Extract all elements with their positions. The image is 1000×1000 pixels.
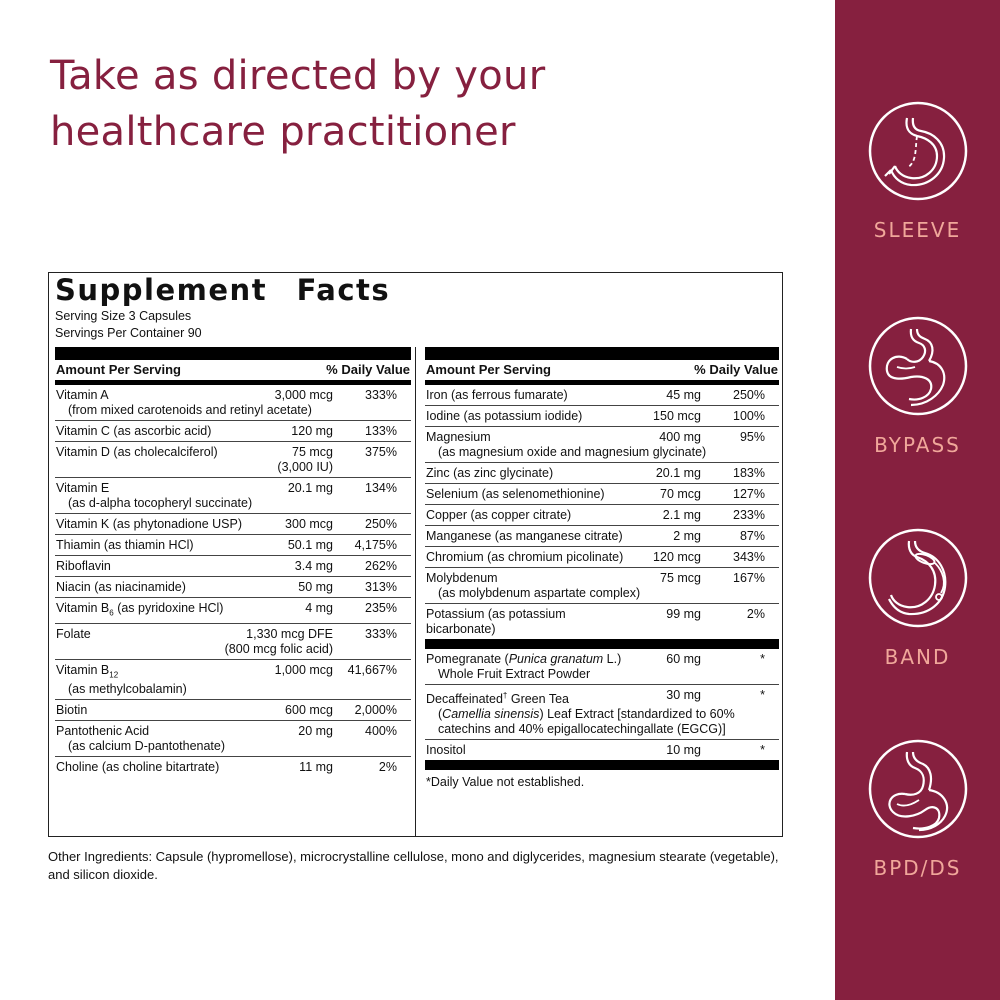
nutrient-source: (as d-alpha tocopheryl succinate) [68,496,253,510]
extract-row [425,685,779,740]
nutrient-amount: 50 mg [298,580,333,594]
sidebar-item-band [835,527,1000,669]
nutrient-name: Iodine (as potassium iodide) [426,409,583,423]
nutrient-row [55,598,411,624]
other-ingredients: Other Ingredients: Capsule (hypromellose), microcrystalline cellulose, mono and diglycerides, magnesium stearate (vegetable), and silicon dioxide. [48,849,779,882]
nutrient-amount: 20 mg [298,724,333,738]
thick-rule [425,639,779,649]
nutrient-name: Potassium (as potassium bicarbonate) [426,607,566,636]
nutrient-dv: 235% [365,601,397,615]
nutrient-dv: 41,667% [347,662,397,677]
nutrient-amount: 600 mcg [285,703,333,717]
sidebar-item-bypass [835,315,1000,457]
mineral-row [425,568,779,604]
mineral-row [425,604,779,639]
nutrient-name: Inositol [426,743,466,758]
mineral-row [425,505,779,526]
mineral-row [425,463,779,484]
nutrient-dv: 4,175% [354,538,397,552]
nutrient-amount: 1,330 mcg DFE [246,626,333,641]
nutrient-source: (as molybdenum aspartate complex) [438,586,641,600]
dv-footnote: *Daily Value not established. [426,775,585,790]
nutrient-row [55,577,411,598]
nutrient-amount: 99 mg [666,607,701,621]
mineral-row [425,547,779,568]
nutrient-amount: 400 mg [659,430,701,444]
nutrient-dv: 2% [378,760,397,774]
column-divider [415,347,416,837]
nutrient-name: Vitamin $B_6$ (as pyridoxine HCl) [56,601,224,618]
nutrient-amount: 3,000 mcg [274,388,333,402]
nutrient-source: (from mixed carotenoids and retinyl acetate) [68,403,312,417]
nutrient-dv: 343% [733,550,765,564]
nutrient-amount: 60 mg [666,652,701,666]
dv-header: % Daily Value [694,362,778,377]
nutrient-dv: 2% [746,607,765,621]
nutrient-dv: * [760,688,765,702]
nutrient-name: Iron (as ferrous fumarate) [426,388,568,402]
nutrient-name: Chromium (as chromium picolinate) [426,550,624,564]
nutrient-name: Decaffeinated† Green Tea [426,691,569,707]
nutrient-dv: 250% [733,388,765,402]
nutrient-dv: 2,000% [354,703,397,717]
nutrient-amount: 2 mg [673,529,701,543]
nutrient-row [55,757,411,777]
serving-size: Serving Size 3 Capsules [55,309,192,323]
right-header [425,360,779,385]
nutrient-dv: 133% [365,424,397,438]
amount-header: Amount Per Serving [56,362,181,377]
nutrient-row [55,478,411,514]
mineral-row [425,406,779,427]
sidebar-label-band: BAND [884,645,951,669]
nutrient-amount: 45 mg [666,388,701,402]
nutrient-amount: 120 mg [291,424,333,438]
nutrient-name: Riboflavin [56,559,111,573]
facts-title: Supplement Facts [55,273,391,307]
nutrient-amount: 2.1 mg [662,508,701,522]
thick-rule [425,347,779,360]
nutrient-name: Molybdenum [426,571,498,585]
nutrient-row [55,721,411,757]
nutrient-source: (Camellia sinensis) Leaf Extract [standardized to 60% catechins and 40% epigallocatechingallate (EGCG)] [438,707,735,737]
nutrient-amount: 50.1 mg [287,538,333,552]
nutrient-name: Manganese (as manganese citrate) [426,529,623,543]
nutrient-dv: 262% [365,559,397,573]
nutrient-dv: 250% [365,517,397,531]
servings-per-container: Servings Per Container 90 [55,326,202,340]
nutrient-source: (as methylcobalamin) [68,682,187,696]
nutrient-name: Thiamin (as thiamin HCl) [56,538,194,552]
nutrient-name: Folate [56,626,91,641]
nutrient-amount: 20.1 mg [655,466,701,480]
supplement-facts-panel [48,272,783,837]
nutrient-source: (800 mcg folic acid) [224,641,333,656]
nutrient-amount: 3.4 mg [294,559,333,573]
nutrient-row [55,535,411,556]
nutrient-row [55,624,411,660]
nutrient-amount: 70 mcg [660,487,701,501]
nutrient-source: Whole Fruit Extract Powder [438,667,591,681]
nutrient-name: Vitamin E [56,481,110,495]
nutrient-amount: 10 mg [666,743,701,758]
nutrient-source: (as magnesium oxide and magnesium glycinate) [438,445,707,459]
dv-header: % Daily Value [326,362,410,377]
nutrient-dv: 134% [365,481,397,495]
nutrient-dv: 183% [733,466,765,480]
nutrient-name: Pantothenic Acid [56,724,150,738]
page-headline: Take as directed by your healthcare practitioner [50,53,546,155]
nutrient-dv: 400% [365,724,397,738]
nutrient-amount: 75 mcg [292,445,333,459]
stomach-bpd-ds-icon [867,738,969,840]
nutrient-row [55,421,411,442]
extract-row [425,740,779,760]
left-header [55,360,411,385]
mineral-row [425,484,779,505]
nutrient-row [55,700,411,721]
thick-rule [425,760,779,770]
nutrient-name: Magnesium [426,430,491,444]
nutrient-dv: * [760,743,765,758]
sidebar-label-bypass: BYPASS [874,433,961,457]
nutrient-dv: 167% [733,571,765,585]
amount-header: Amount Per Serving [426,362,551,377]
nutrient-dv: 127% [733,487,765,501]
nutrient-amount: 120 mcg [653,550,701,564]
nutrient-amount: 4 mg [305,601,333,615]
nutrient-name: Biotin [56,703,88,717]
nutrient-dv: * [760,652,765,666]
nutrient-amount: 11 mg [299,760,333,774]
nutrient-name: Vitamin A [56,388,109,402]
nutrient-name: Niacin (as niacinamide) [56,580,186,594]
sidebar-label-sleeve: SLEEVE [873,218,962,242]
nutrient-name: Vitamin D (as cholecalciferol) [56,445,218,459]
thick-rule [55,347,411,360]
nutrient-dv: 95% [739,430,765,444]
mineral-row [425,427,779,463]
nutrient-row [55,660,411,701]
nutrient-row [55,514,411,535]
stomach-sleeve-icon [867,100,969,202]
mineral-row [425,526,779,547]
nutrient-name: Zinc (as zinc glycinate) [426,466,554,480]
nutrient-amount: 75 mcg [660,571,701,585]
sidebar-item-bpd-ds [835,738,1000,880]
nutrient-name: Vitamin C (as ascorbic acid) [56,424,212,438]
nutrient-dv: 100% [733,409,765,423]
stomach-band-icon [867,527,969,629]
nutrient-name: Choline (as choline bitartrate) [56,760,220,774]
nutrient-source: (as calcium D-pantothenate) [68,739,226,753]
nutrient-dv: 375% [365,445,397,459]
nutrient-row [55,556,411,577]
nutrient-dv: 333% [365,626,397,641]
nutrient-amount: 20.1 mg [287,481,333,495]
nutrient-source: (3,000 IU) [277,460,333,474]
stomach-bypass-icon [867,315,969,417]
nutrient-dv: 333% [365,388,397,402]
nutrient-amount: 150 mcg [653,409,701,423]
nutrient-dv: 87% [739,529,765,543]
nutrient-name: Vitamin K (as phytonadione USP) [56,517,242,531]
sidebar [835,0,1000,1000]
nutrient-amount: 1,000 mcg [274,662,333,677]
nutrient-row [55,442,411,478]
nutrient-amount: 300 mcg [285,517,333,531]
nutrient-name: Copper (as copper citrate) [426,508,572,522]
sidebar-label-bpd-ds: BPD/DS [873,856,962,880]
nutrient-name: Selenium (as selenomethionine) [426,487,605,501]
nutrient-row [55,385,411,421]
nutrient-amount: 30 mg [666,688,701,702]
extract-row [425,649,779,685]
nutrient-dv: 313% [365,580,397,594]
left-column [55,347,411,777]
nutrient-name: Pomegranate (Punica granatum L.) [426,652,622,666]
nutrient-name: Vitamin $B_{12}$ [56,662,119,679]
right-column [425,347,779,789]
nutrient-dv: 233% [733,508,765,522]
sidebar-item-sleeve [835,100,1000,242]
mineral-row [425,385,779,406]
